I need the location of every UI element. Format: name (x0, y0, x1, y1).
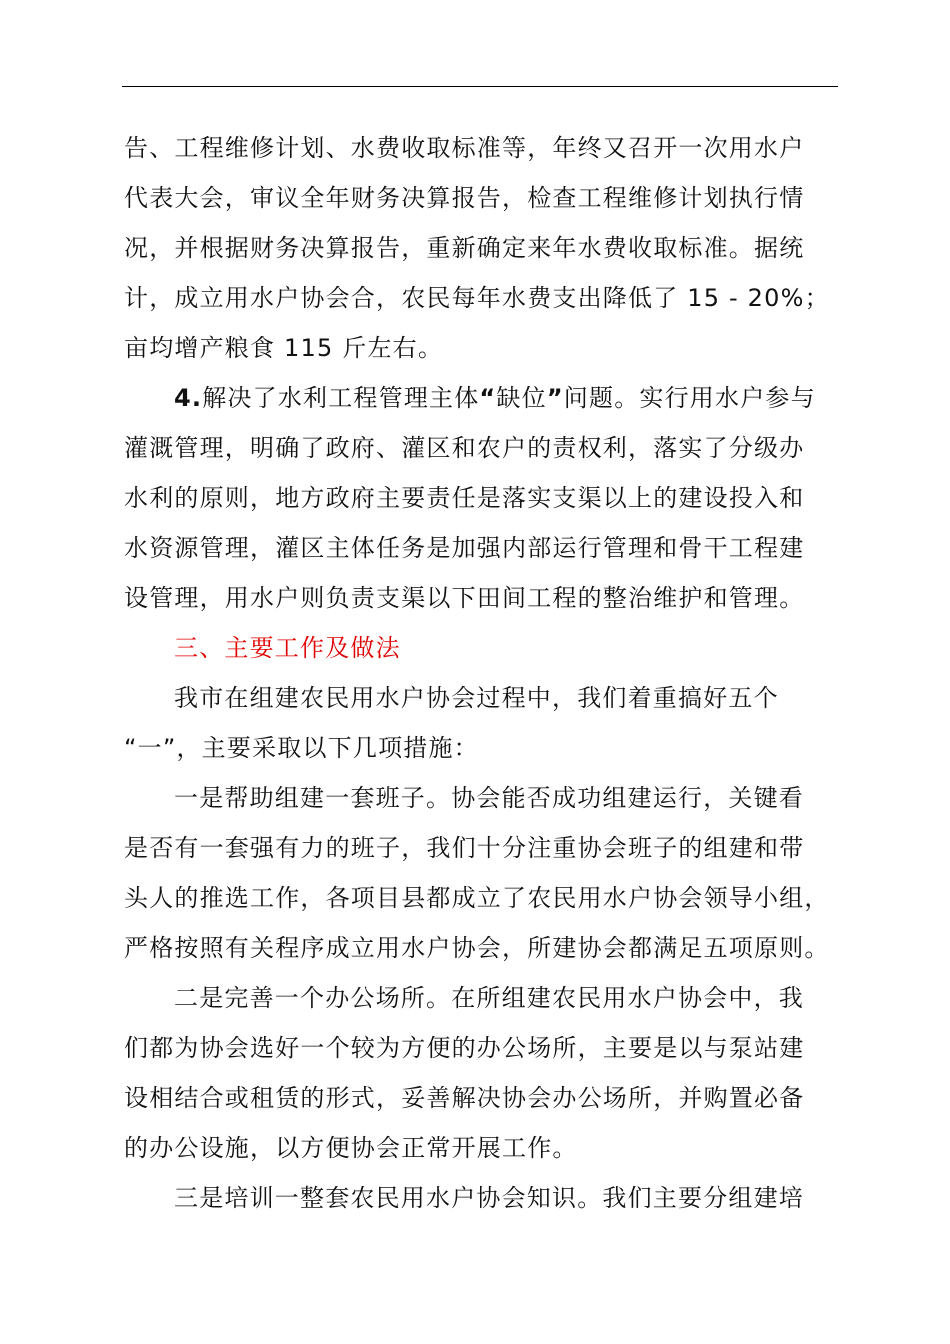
paragraph-1-line-4: 计，成立用水户协会合，农民每年水费支出降低了 15 - 20%； (124, 284, 830, 312)
paragraph-2-text-a: 解决了水利工程管理主体 (202, 384, 480, 412)
paragraph-4-line-1: 一是帮助组建一套班子。协会能否成功组建运行，关键看 (174, 784, 804, 812)
paragraph-2-line-5: 设管理，用水户则负责支渠以下田间工程的整治维护和管理。 (124, 584, 805, 612)
paragraph-1-line-2: 代表大会，审议全年财务决算报告，检查工程维修计划执行情 (124, 184, 805, 212)
paragraph-2-line-1 (174, 383, 894, 413)
header-rule (122, 86, 838, 87)
paragraph-1-line-5: 亩均增产粮食 115 斤左右。 (124, 334, 444, 362)
paragraph-2-text-b: 问题。实行用水户参与 (563, 384, 816, 412)
paragraph-4-line-2: 是否有一套强有力的班子，我们十分注重协会班子的组建和带 (124, 834, 805, 862)
paragraph-3-line-2: “一”，主要采取以下几项措施： (124, 734, 479, 762)
quote-open: “ (479, 384, 497, 412)
quoted-term: 缺位 (496, 384, 547, 412)
section-heading: 三、主要工作及做法 (174, 634, 401, 662)
quote-close: ” (546, 384, 564, 412)
paragraph-5-line-3: 设相结合或租赁的形式，妥善解决协会办公场所，并购置必备 (124, 1084, 805, 1112)
paragraph-1-line-3: 况，并根据财务决算报告，重新确定来年水费收取标准。据统 (124, 234, 805, 262)
paragraph-2-line-2: 灌溉管理，明确了政府、灌区和农户的责权利，落实了分级办 (124, 434, 805, 462)
paragraph-2-line-3: 水利的原则，地方政府主要责任是落实支渠以上的建设投入和 (124, 484, 805, 512)
paragraph-6-line-1: 三是培训一整套农民用水户协会知识。我们主要分组建培 (174, 1184, 804, 1212)
paragraph-5-line-1: 二是完善一个办公场所。在所组建农民用水户协会中，我 (174, 984, 804, 1012)
item-number: 4. (174, 384, 203, 412)
paragraph-5-line-4: 的办公设施，以方便协会正常开展工作。 (124, 1134, 578, 1162)
paragraph-4-line-4: 严格按照有关程序成立用水户协会，所建协会都满足五项原则。 (124, 934, 830, 962)
paragraph-1-line-1: 告、工程维修计划、水费收取标准等，年终又召开一次用水户 (124, 134, 805, 162)
paragraph-4-line-3: 头人的推选工作，各项目县都成立了农民用水户协会领导小组， (124, 884, 830, 912)
paragraph-5-line-2: 们都为协会选好一个较为方便的办公场所，主要是以与泵站建 (124, 1034, 805, 1062)
paragraph-3-line-1: 我市在组建农民用水户协会过程中，我们着重搞好五个 (174, 684, 779, 712)
paragraph-2-line-4: 水资源管理，灌区主体任务是加强内部运行管理和骨干工程建 (124, 534, 805, 562)
